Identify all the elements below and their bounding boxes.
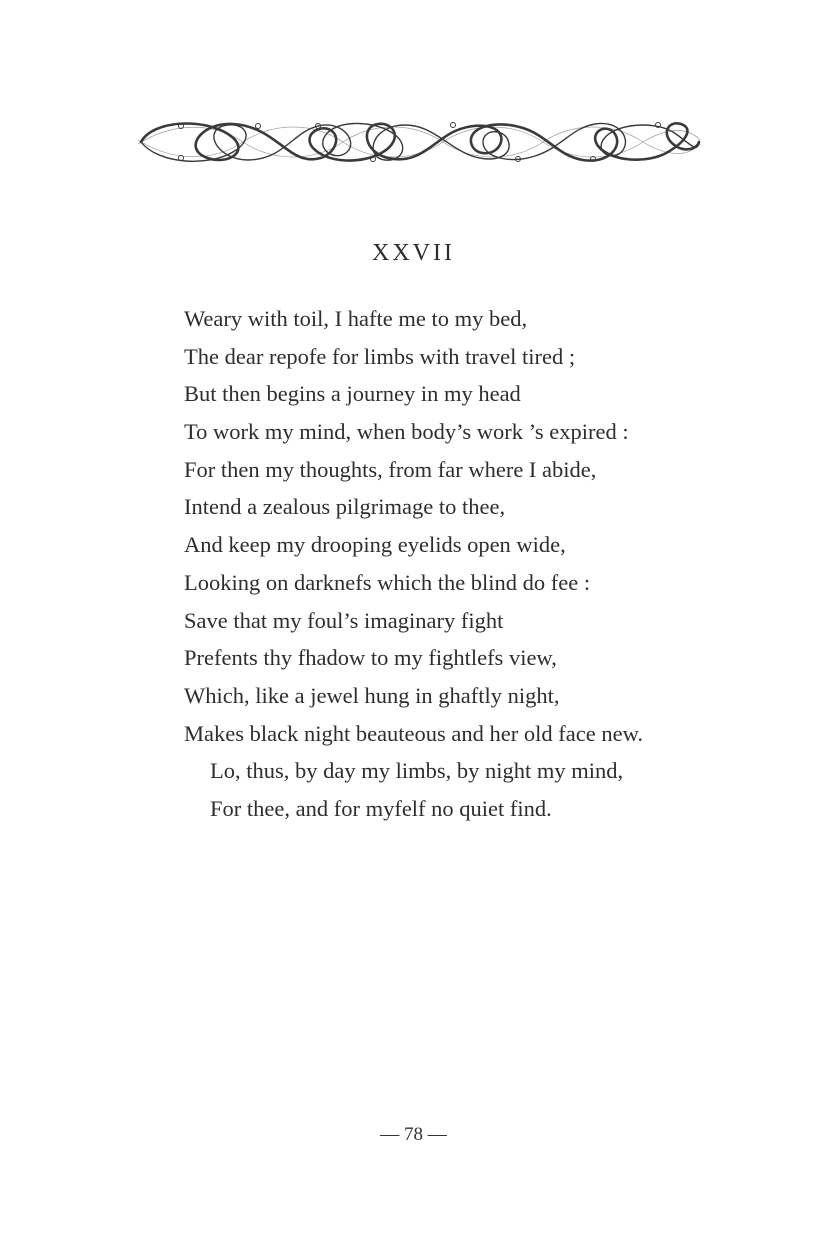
poem-line: Save that my foul’s imaginary fight [184, 607, 504, 633]
couplet-line: Lo, thus, by day my limbs, by night my mind, [210, 758, 624, 784]
poem-line: But then begins a journey in my head [184, 381, 521, 407]
page-number: — 78 — [380, 1124, 447, 1145]
poem-line: To work my mind, when body’s work ’s expired : [184, 419, 629, 445]
sonnet-text [184, 300, 744, 828]
poem-line: Intend a zealous pilgrimage to thee, [184, 494, 506, 520]
couplet-line: For thee, and for myfelf no quiet find. [210, 795, 552, 821]
sonnet-number: XXVII [372, 240, 455, 266]
poem-line: Weary with toil, I hafte me to my bed, [184, 306, 528, 331]
poem-line: The dear repofe for limbs with travel tired ; [184, 343, 576, 369]
poem-line: Prefents thy fhadow to my fightlefs view, [184, 645, 557, 671]
poem-line: Makes black night beauteous and her old face new. [184, 720, 643, 746]
poem-line: Looking on darknefs which the blind do fee : [184, 569, 591, 595]
poem-line: And keep my drooping eyelids open wide, [184, 532, 566, 558]
poem-line: For then my thoughts, from far where I abide, [184, 456, 597, 482]
poem-line: Which, like a jewel hung in ghaftly night, [184, 682, 560, 708]
scroll-ornament-icon [133, 112, 705, 172]
